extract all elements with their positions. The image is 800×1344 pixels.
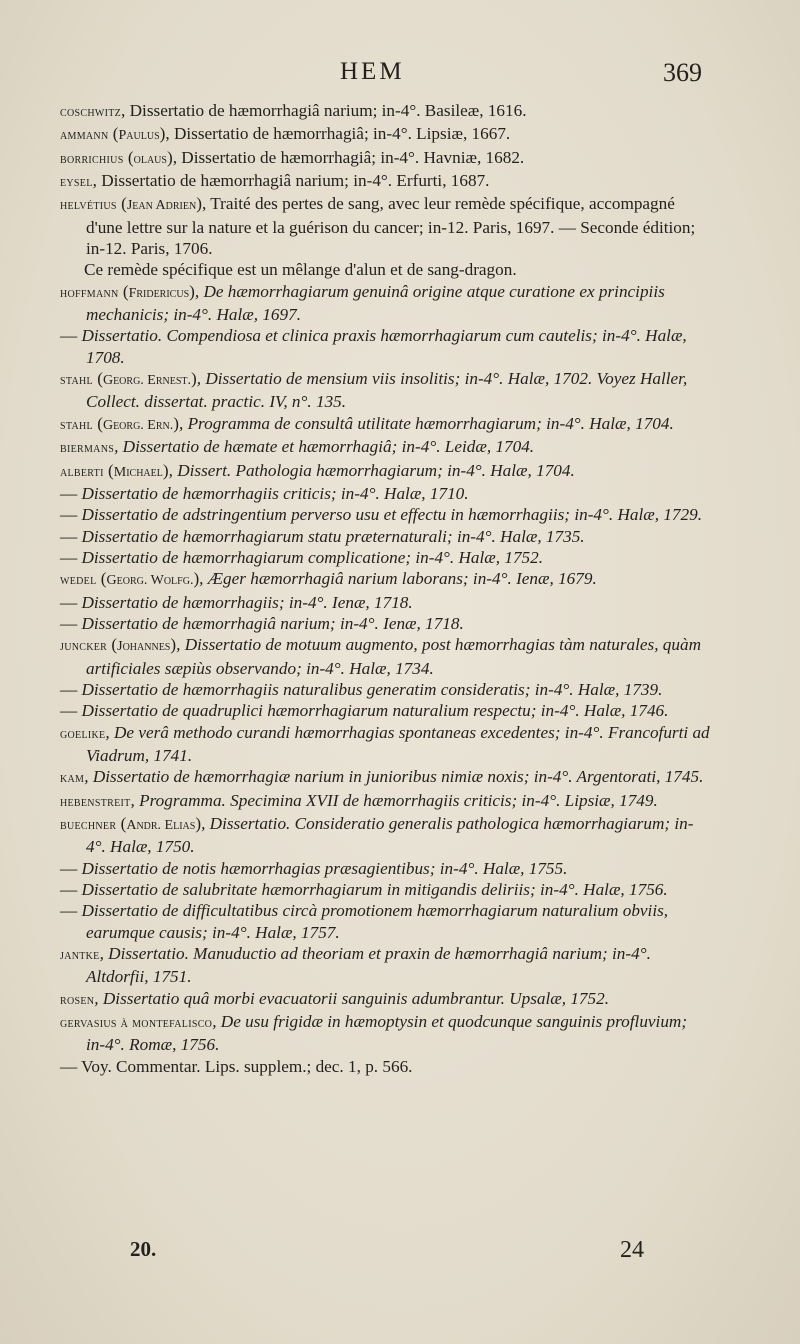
entry [60, 526, 710, 547]
entry-text: , Dissertatio de hæmorrhagiâ narium; in-4°. Erfurti, 1687. [92, 171, 490, 191]
entry: alberti (Michael), Dissert. Pathologia hæmorrhagiarum; in-4°. Halæ, 1704. [60, 460, 575, 480]
entry-firstname: Fridericus [128, 285, 190, 301]
entry [60, 900, 710, 943]
entry [60, 613, 710, 634]
entry-firstname: Jean Adrien [126, 198, 197, 214]
entry-dash: — [60, 326, 78, 346]
entry-text: , De usu frigidæ in hæmoptysin et quodcunque sanguinis profluvium; in-4°. Romæ, 1756. [86, 1012, 688, 1055]
entry-author: kam [60, 770, 85, 787]
entry: juncker (Johannes), Dissertatio de motuum augmento, post hæmorrhagias tàm naturales, quàm artificiales sæpiùs observando; in-4°. Halæ, 1734. [60, 635, 701, 678]
entry-text: , Dissertatio quâ morbi evacuatorii sanguinis adumbrantur. Upsalæ, 1752. [94, 988, 609, 1008]
entry-author: stahl [60, 372, 93, 389]
entry [60, 170, 710, 193]
entry-text: Dissertatio de quadruplici hæmorrhagiarum naturalium respectu; in-4°. Halæ, 1746. [77, 701, 669, 721]
entry-text: , Dissertatio. Manuductio ad theoriam et praxin de hæmorrhagiâ narium; in-4°. Altdorfii, 1751. [86, 944, 651, 987]
entry [60, 504, 710, 525]
entry-text: , Dissertatio de hæmorrhagiâ; in-4°. Havniæ, 1682. [172, 147, 525, 167]
entry-dash: — [60, 547, 78, 567]
entry-text: Dissertatio de hæmorrhagiarum statu præternaturali; in-4°. Halæ, 1735. [77, 526, 585, 546]
entry-text: Voy. Commentar. Lips. supplem.; dec. 1, p. 566. [77, 1056, 413, 1076]
entry-text: , Programma. Specimina XVII de hæmorrhagiis criticis; in-4°. Lipsiæ, 1749. [130, 790, 658, 810]
entry-dash: — [60, 1056, 78, 1076]
entry [60, 790, 710, 813]
entry: wedel (Georg. Wolfg.), Æger hæmorrhagiâ narium laborans; in-4°. Ienæ, 1679. [60, 569, 597, 589]
entry [60, 436, 710, 459]
entry-text: Dissertatio de hæmorrhagiâ narium; in-4°. Ienæ, 1718. [77, 613, 464, 633]
entry-author: gervasius à montefalisco [60, 1015, 213, 1032]
entry-text: Dissertatio de difficultatibus circà promotionem hæmorrhagiarum naturalium obviis, earumque causis; in-4°. Halæ, 1757. [77, 901, 669, 942]
entry-text: Dissertatio de adstringentium perverso usu et effectu in hæmorrhagiis; in-4°. Halæ, 1729. [77, 505, 702, 525]
entry-dash: — [60, 858, 78, 878]
entry [60, 722, 710, 767]
entry-firstname: Johannes [117, 639, 171, 655]
entry-text: , Dissertatio de mensium viis insolitis; in-4°. Halæ, 1702. Voyez Haller, Collect. dissertat. practic. IV, n°. 135. [86, 369, 688, 412]
entry-note [60, 259, 710, 280]
entry: ammann (Paulus), Dissertatio de hæmorrhagiâ; in-4°. Lipsiæ, 1667. [60, 124, 511, 144]
entry-text: , Æger hæmorrhagiâ narium laborans; in-4°. Ienæ, 1679. [199, 569, 597, 589]
entry-text: Dissertatio. Compendiosa et clinica praxis hæmorrhagiarum cum cautelis; in-4°. Halæ, 1708. [77, 326, 687, 367]
entry-firstname: Paulus [118, 128, 160, 144]
entry-firstname: Georg. Ernest. [102, 373, 192, 389]
entry-text: , Dissertatio de hæmorrhagiâ narium; in-4°. Basileæ, 1616. [121, 101, 527, 120]
entry-author: wedel [60, 572, 97, 589]
entry [60, 547, 710, 568]
entry: borrichius (olaus), Dissertatio de hæmorrhagiâ; in-4°. Havniæ, 1682. [60, 147, 525, 167]
entry: stahl (Georg. Ern.), Programma de consultâ utilitate hæmorrhagiarum; in-4°. Halæ, 1704. [60, 413, 674, 433]
entry-author: juncker [60, 638, 108, 655]
entry [60, 325, 710, 368]
entry-firstname: Michael [113, 464, 163, 480]
entry-dash: — [60, 880, 78, 900]
entry-dash: — [60, 505, 78, 525]
entry [60, 1056, 710, 1077]
entry-author: ammann [60, 127, 109, 144]
entry [60, 1011, 710, 1056]
entry-author: eysel [60, 174, 93, 191]
entry-text: Dissertatio de notis hæmorrhagias præsagientibus; in-4°. Halæ, 1755. [77, 858, 568, 878]
entry-author: borrichius [60, 150, 124, 167]
entry-text: , De hæmorrhagiarum genuinâ origine atque curatione ex principiis mechanicis; in-4°. Halæ, 1697. [86, 281, 665, 325]
entry [60, 766, 710, 789]
running-title: HEM [340, 58, 405, 85]
entry [60, 592, 710, 613]
entry-text: , De verâ methodo curandi hæmorrhagias spontaneas excedentes; in-4°. Francofurti ad Viadrum, 1741. [86, 722, 710, 765]
entry-author: hebenstreit [60, 793, 131, 810]
entry-text: , Traité des pertes de sang, avec leur remède spécifique, accompagné d'une lettre sur la nature et la guérison du cancer; in-12. Paris, 1697. — Seconde édition; in-12. Paris, 1706. [86, 194, 696, 259]
entry-author: rosen [60, 991, 95, 1008]
entry-firstname: Georg. Wolfg. [106, 573, 194, 589]
entry-text: Ce remède spécifique est un mêlange d'alun et de sang-dragon. [84, 260, 517, 280]
entry-firstname: Georg. Ern. [102, 417, 174, 433]
entry-dash: — [60, 592, 78, 612]
entry [60, 879, 710, 900]
entry-text: , Dissertatio de hæmate et hæmorrhagiâ; in-4°. Leidæ, 1704. [114, 437, 535, 457]
entry-text: Dissertatio de salubritate hæmorrhagiarum in mitigandis deliriis; in-4°. Halæ, 1756. [77, 880, 668, 900]
entry-firstname: Andr. Elias [126, 818, 196, 833]
entry: stahl (Georg. Ernest.), Dissertatio de mensium viis insolitis; in-4°. Halæ, 1702. Voyez Haller, Collect. dissertat. practic. IV, n°. 135. [60, 369, 688, 412]
entry [60, 988, 710, 1011]
entry-author: hoffmann [60, 284, 119, 301]
entry-author: alberti [60, 463, 104, 480]
entry-text: , Dissertatio de motuum augmento, post hæmorrhagias tàm naturales, quàm artificiales sæpiùs observando; in-4°. Halæ, 1734. [86, 635, 701, 678]
entry-firstname: olaus [133, 151, 167, 167]
entry: hoffmann (Fridericus), De hæmorrhagiarum genuinâ origine atque curatione ex principiis mechanicis; in-4°. Halæ, 1697. [60, 281, 665, 325]
entry-author: goelike [60, 725, 106, 742]
entry-text: Dissertatio de hæmorrhagiarum complicatione; in-4°. Halæ, 1752. [77, 547, 544, 567]
entry: buechner (Andr. Elias), Dissertatio. Consideratio generalis pathologica hæmorrhagiarum; in-4°. Halæ, 1750. [60, 814, 694, 857]
entry-author: biermans [60, 440, 115, 457]
entry-text: , Programma de consultâ utilitate hæmorrhagiarum; in-4°. Halæ, 1704. [178, 413, 674, 433]
sheet-number: 24 [620, 1237, 644, 1263]
entry [60, 100, 710, 123]
entry-text: , Dissertatio de hæmorrhagiæ narium in junioribus nimiæ noxis; in-4°. Argentorati, 1745. [84, 767, 704, 787]
entry-text: , Dissertatio. Consideratio generalis pathologica hæmorrhagiarum; in-4°. Halæ, 1750. [86, 814, 694, 857]
entry-text: Dissertatio de hæmorrhagiis criticis; in-4°. Halæ, 1710. [77, 483, 469, 503]
page-footer [0, 1237, 800, 1267]
entry-author: helvétius [60, 197, 117, 214]
entry-text: , Dissertatio de hæmorrhagiâ; in-4°. Lipsiæ, 1667. [165, 124, 511, 144]
entry-author: jantke [60, 947, 100, 964]
bibliography-list [60, 100, 710, 1077]
entry-dash: — [60, 701, 78, 721]
entry [60, 943, 710, 988]
entry-dash: — [60, 679, 78, 699]
page-header [0, 58, 800, 94]
entry [60, 483, 710, 504]
entry-dash: — [60, 901, 78, 921]
entry: helvétius (Jean Adrien), Traité des pertes de sang, avec leur remède spécifique, accompagné d'une lettre sur la nature et la guérison du cancer; in-12. Paris, 1697. — Seconde édition; in-12. Paris, 1706. [60, 194, 696, 259]
entry-text: Dissertatio de hæmorrhagiis naturalibus generatim consideratis; in-4°. Halæ, 1739. [77, 679, 663, 699]
entry-dash: — [60, 526, 78, 546]
entry-text: Dissertatio de hæmorrhagiis; in-4°. Ienæ, 1718. [77, 592, 413, 612]
signature-mark: 20. [130, 1237, 157, 1261]
entry [60, 858, 710, 879]
entry [60, 700, 710, 721]
entry-dash: — [60, 483, 78, 503]
entry-author: stahl [60, 416, 93, 433]
entry-text: , Dissert. Pathologia hæmorrhagiarum; in-4°. Halæ, 1704. [168, 460, 575, 480]
entry-author: coschwitz [60, 104, 122, 120]
page-number: 369 [663, 58, 702, 87]
entry [60, 679, 710, 700]
entry-dash: — [60, 613, 78, 633]
entry-author: buechner [60, 817, 117, 833]
